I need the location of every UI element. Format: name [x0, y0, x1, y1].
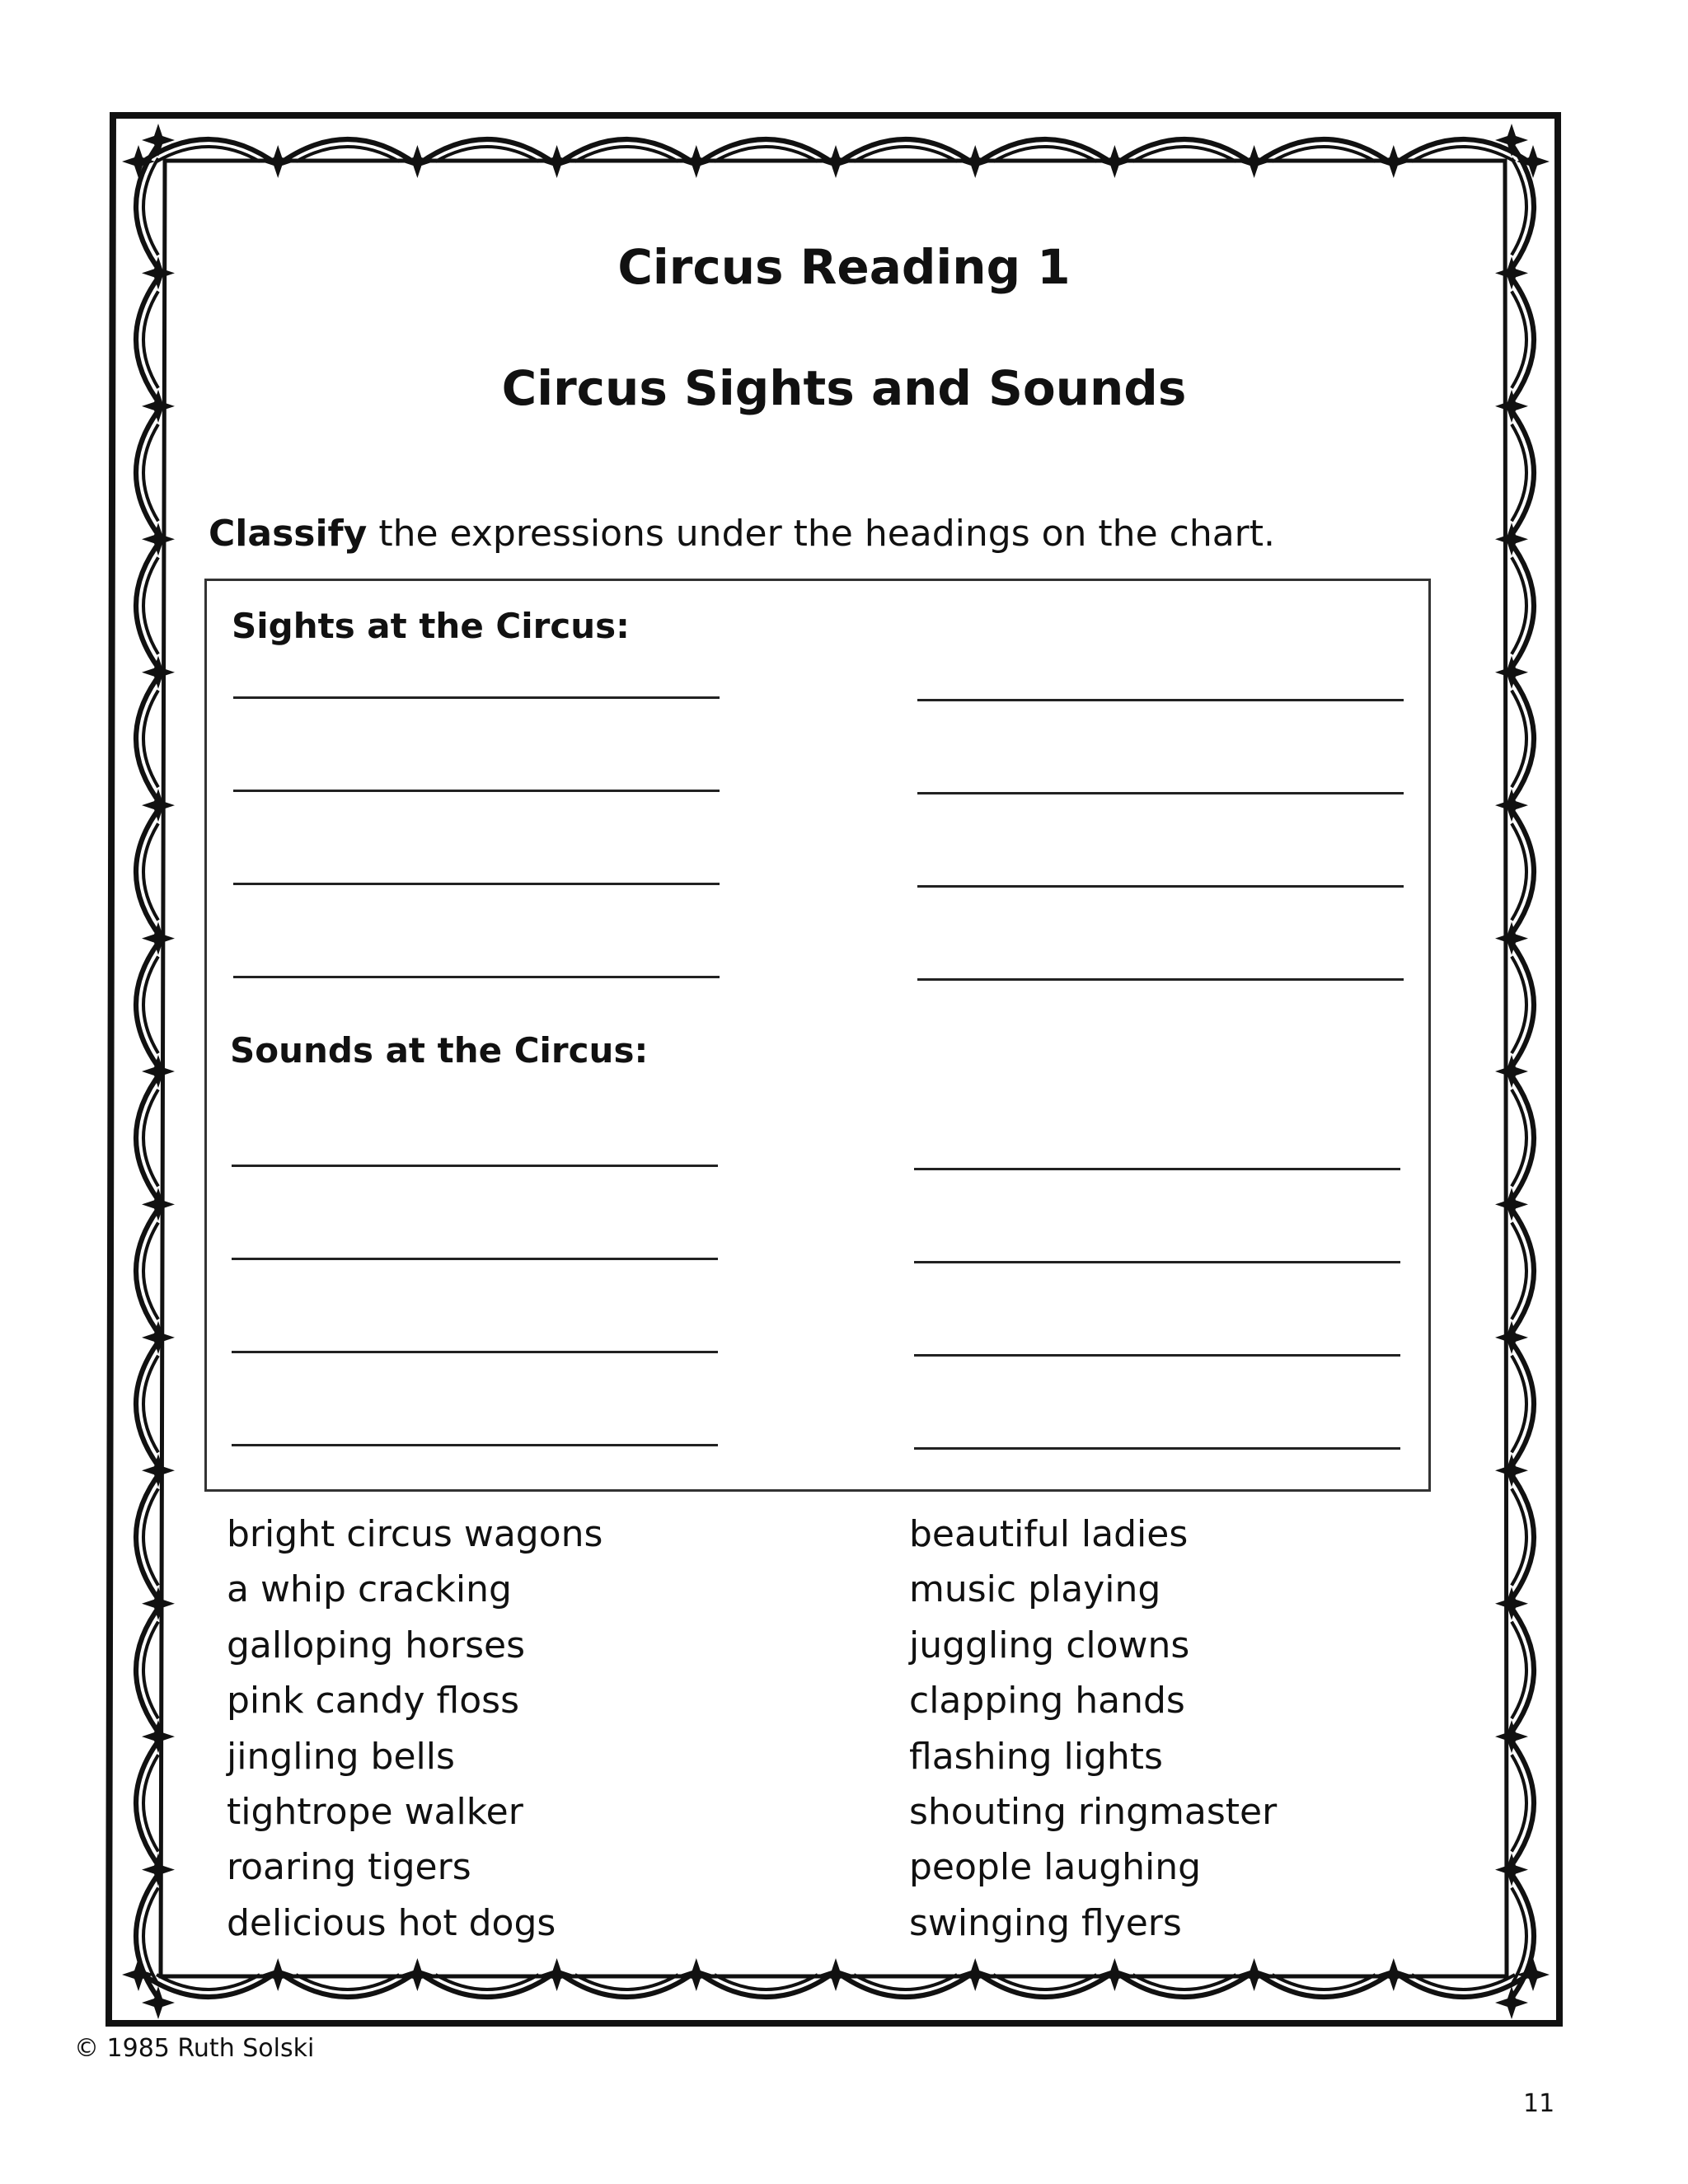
instruction-verb: Classify	[209, 513, 368, 555]
star-icon	[142, 124, 175, 157]
star-icon	[1495, 922, 1528, 955]
expression-item: roaring tigers	[227, 1846, 471, 1889]
star-icon	[142, 523, 175, 555]
expression-item: people laughing	[909, 1846, 1202, 1889]
star-icon	[1495, 1321, 1528, 1354]
star-icon	[680, 145, 713, 178]
sights-answer-line[interactable]	[233, 790, 720, 792]
star-icon	[142, 922, 175, 955]
star-icon	[142, 1854, 175, 1886]
sights-answer-line[interactable]	[233, 696, 720, 699]
expression-item: delicious hot dogs	[227, 1901, 556, 1944]
star-icon	[1238, 145, 1271, 178]
expression-item: tightrope walker	[227, 1791, 523, 1834]
page-title: Circus Reading 1	[617, 239, 1071, 295]
star-icon	[261, 1958, 294, 1991]
star-icon	[1495, 523, 1528, 555]
sounds-answer-line[interactable]	[914, 1261, 1400, 1263]
star-icon	[1495, 1854, 1528, 1886]
sounds-answer-line[interactable]	[232, 1165, 718, 1167]
star-icon	[1495, 1055, 1528, 1088]
expression-list-left	[227, 1507, 603, 1951]
sounds-answer-line[interactable]	[232, 1258, 718, 1260]
expression-item: bright circus wagons	[227, 1513, 603, 1555]
star-icon	[959, 1958, 992, 1991]
star-icon	[680, 1958, 713, 1991]
instruction-text: the expressions under the headings on the chart.	[367, 513, 1275, 555]
star-icon	[142, 1055, 175, 1088]
expression-item: beautiful ladies	[909, 1513, 1189, 1555]
star-icon	[1238, 1958, 1271, 1991]
star-icon	[1377, 1958, 1410, 1991]
star-icon	[1517, 145, 1550, 178]
sights-heading: Sights at the Circus:	[232, 606, 630, 646]
star-icon	[142, 1454, 175, 1487]
star-icon	[959, 145, 992, 178]
sounds-answer-line[interactable]	[914, 1447, 1400, 1450]
expression-list-right	[909, 1507, 1277, 1951]
star-icon	[1495, 1188, 1528, 1221]
sights-answer-line[interactable]	[917, 885, 1404, 888]
expression-item: pink candy floss	[227, 1680, 519, 1722]
sights-answer-line[interactable]	[917, 699, 1404, 701]
star-icon	[819, 145, 852, 178]
expression-item: clapping hands	[909, 1680, 1185, 1722]
star-icon	[261, 145, 294, 178]
star-icon	[1495, 1720, 1528, 1753]
star-icon	[142, 1587, 175, 1620]
sounds-answer-line[interactable]	[232, 1444, 718, 1446]
sounds-answer-line[interactable]	[914, 1168, 1400, 1170]
page-subtitle: Circus Sights and Sounds	[501, 360, 1187, 416]
sights-answer-line[interactable]	[917, 978, 1404, 981]
sounds-answer-line[interactable]	[232, 1351, 718, 1353]
sights-answer-line[interactable]	[917, 792, 1404, 794]
star-icon	[401, 145, 434, 178]
star-icon	[142, 1321, 175, 1354]
star-icon	[142, 656, 175, 689]
star-icon	[541, 1958, 574, 1991]
star-icon	[1098, 1958, 1131, 1991]
expression-item: shouting ringmaster	[909, 1791, 1278, 1834]
star-icon	[1495, 789, 1528, 822]
star-icon	[142, 1188, 175, 1221]
expression-item: swinging flyers	[909, 1901, 1182, 1944]
star-icon	[1377, 145, 1410, 178]
star-icon	[1495, 1454, 1528, 1487]
sights-answer-line[interactable]	[233, 976, 720, 978]
expression-item: galloping horses	[227, 1624, 526, 1666]
star-icon	[142, 1720, 175, 1753]
expression-item: flashing lights	[909, 1735, 1163, 1778]
star-icon	[1495, 124, 1528, 157]
expression-item: juggling clowns	[909, 1624, 1190, 1666]
expression-item: music playing	[909, 1568, 1161, 1611]
expression-item: a whip cracking	[227, 1568, 512, 1611]
page-number: 11	[1523, 2089, 1555, 2118]
star-icon	[1495, 1587, 1528, 1620]
copyright-notice: © 1985 Ruth Solski	[74, 2034, 315, 2063]
star-icon	[142, 789, 175, 822]
star-icon	[1495, 656, 1528, 689]
expression-item: jingling bells	[227, 1735, 455, 1778]
classification-chart	[204, 579, 1431, 1492]
sounds-answer-line[interactable]	[914, 1354, 1400, 1357]
sights-answer-line[interactable]	[233, 883, 720, 885]
star-icon	[541, 145, 574, 178]
sounds-heading: Sounds at the Circus:	[230, 1030, 649, 1071]
star-icon	[819, 1958, 852, 1991]
star-icon	[1098, 145, 1131, 178]
star-icon	[401, 1958, 434, 1991]
instruction	[209, 513, 1275, 555]
